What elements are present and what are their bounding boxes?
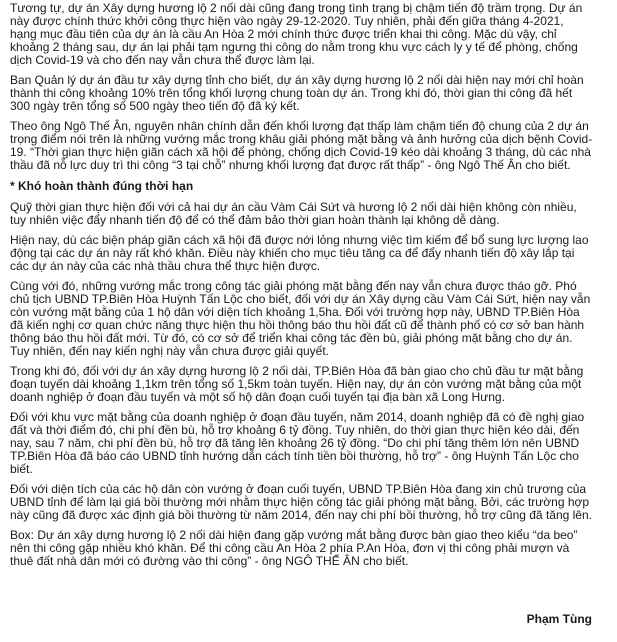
paragraph-5: Hiện nay, dù các biện pháp giãn cách xã hội đã được nới lỏng nhưng việc tìm kiếm để bổ sung lực lượng lao động tại các dự án này rất khó khăn. Điều này khiến cho mục tiêu tăng ca để đẩy nhanh tiến độ xây lắp tại các dự án này của các nhà thầu chưa thể thực hiện được. xyxy=(10,233,589,273)
author-byline: Phạm Tùng xyxy=(526,612,592,626)
section-subheading: * Khó hoàn thành đúng thời hạn xyxy=(10,179,194,193)
box-note: Box: Dự án xây dựng hương lộ 2 nối dài hiện đang gặp vướng mắt bằng được bàn giao theo kiểu “da beo” nên thi công gặp nhiều khó khăn. Để thi công cầu An Hòa 2 phía P.An Hòa, đơn vị thi công phải mượn và thuê đất nhà dân mới có đường vào thi công” - ông NGÔ THẾ ÂN cho biết. xyxy=(10,528,578,568)
paragraph-6: Cùng với đó, những vướng mắc trong công tác giải phóng mặt bằng đến nay vẫn chưa được tháo gỡ. Phó chủ tịch UBND TP.Biên Hòa Huỳnh Tấn Lộc cho biết, đối với dự án Xây dựng cầu Vàm Cái Sứt, hiện nay vẫn còn vướng mặt bằng của 1 hộ dân với diện tích khoảng 1,5ha. Đối với trường hợp này, UBND TP.Biên Hòa đã kiến nghị cơ quan chức năng thực hiện thu hồi thông báo thu hồi đất cũ để thành phố có cơ sở ban hành thông báo thu hồi đất mới. Từ đó, có cơ sở để triển khai công tác đền bù, giải phóng mặt bằng cho dự án. Tuy nhiên, đến nay kiến nghị này vẫn chưa được giải quyết. xyxy=(10,279,591,358)
paragraph-4: Quỹ thời gian thực hiện đối với cả hai dự án cầu Vàm Cái Sứt và hương lộ 2 nối dài hiện không còn nhiều, tuy nhiên việc đẩy nhanh tiến độ để có thể đảm bảo thời gian hoàn thành lại không dễ dàng. xyxy=(10,200,577,227)
paragraph-9: Đối với diện tích của các hộ dân còn vướng ở đoạn cuối tuyến, UBND TP.Biên Hòa đang xin chủ trương của UBND tỉnh để làm lại giá bồi thường mới nhằm thực hiện công tác giải phóng mặt bằng. Bởi, các trường hợp này cũng đã được xác định giá bồi thường từ năm 2014, đến nay chi phí bồi thường, hỗ trợ cũng đã tăng lên. xyxy=(10,482,592,522)
paragraph-1: Tương tự, dự án Xây dựng hương lộ 2 nối dài cũng đang trong tình trạng bị chậm tiến độ trầm trọng. Dự án này được chính thức khởi công thực hiện vào ngày 29-12-2020. Tuy nhiên, phải đến giữa tháng 4-2021, hạng mục đầu tiên của dự án là cầu An Hòa 2 mới chính thức được triển khai thi công. Mặc dù vậy, chỉ khoảng 2 tháng sau, dự án lại phải tạm ngưng thi công do nằm trong khu vực cách ly y tế để phòng, chống dịch Covid-19 và cho đến nay vẫn chưa thể được làm lại. xyxy=(10,1,583,67)
paragraph-8: Đối với khu vực mặt bằng của doanh nghiệp ở đoạn đầu tuyến, năm 2014, doanh nghiệp đã có đề nghị giao đất và thời điểm đó, chi phí đền bù, hỗ trợ khoảng 6 tỷ đồng. Tuy nhiên, do thời gian thực hiện kéo dài, đến nay, sau 7 năm, chi phí đền bù, hỗ trợ đã tăng lên khoảng 26 tỷ đồng. “Do chi phí tăng thêm lớn nên UBND TP.Biên Hòa đã báo cáo UBND tỉnh hướng dẫn cách tính tiền bồi thường, hỗ trợ” - ông Huỳnh Tấn Lộc cho biết. xyxy=(10,410,585,476)
paragraph-7: Trong khi đó, đối với dự án xây dựng hương lộ 2 nối dài, TP.Biên Hòa đã bàn giao cho chủ đầu tư mặt bằng đoạn tuyến dài khoảng 1,1km trên tổng số 1,5km toàn tuyến. Hiện nay, dự án còn vướng mặt bằng của một doanh nghiệp ở đoạn đầu tuyến và một số hộ dân đoạn cuối tuyến tại địa bàn xã Long Hưng. xyxy=(10,364,584,404)
paragraph-3: Theo ông Ngô Thế Ân, nguyên nhân chính dẫn đến khối lượng đạt thấp làm chậm tiến độ chung của 2 dự án trọng điểm nói trên là những vướng mắc trong khâu giải phóng mặt bằng và ảnh hưởng của dịch bệnh Covid-19. “Thời gian thực hiện giãn cách xã hội để phòng, chống dịch Covid-19 kéo dài khoảng 3 tháng, dù các nhà thầu đã nỗ lực duy trì thi công “3 tại chỗ” nhưng khối lượng đạt được rất thấp” - ông Ngô Thế Ân cho biết. xyxy=(10,119,593,172)
paragraph-2: Ban Quản lý dự án đầu tư xây dựng tỉnh cho biết, dự án xây dựng hương lộ 2 nối dài hiện nay mới chỉ hoàn thành thi công khoảng 10% trên tổng khối lượng chung toàn dự án. Trong khi đó, thời gian thi công đã hết 300 ngày trên tổng số 500 ngày theo tiến độ đã ký kết. xyxy=(10,73,584,113)
